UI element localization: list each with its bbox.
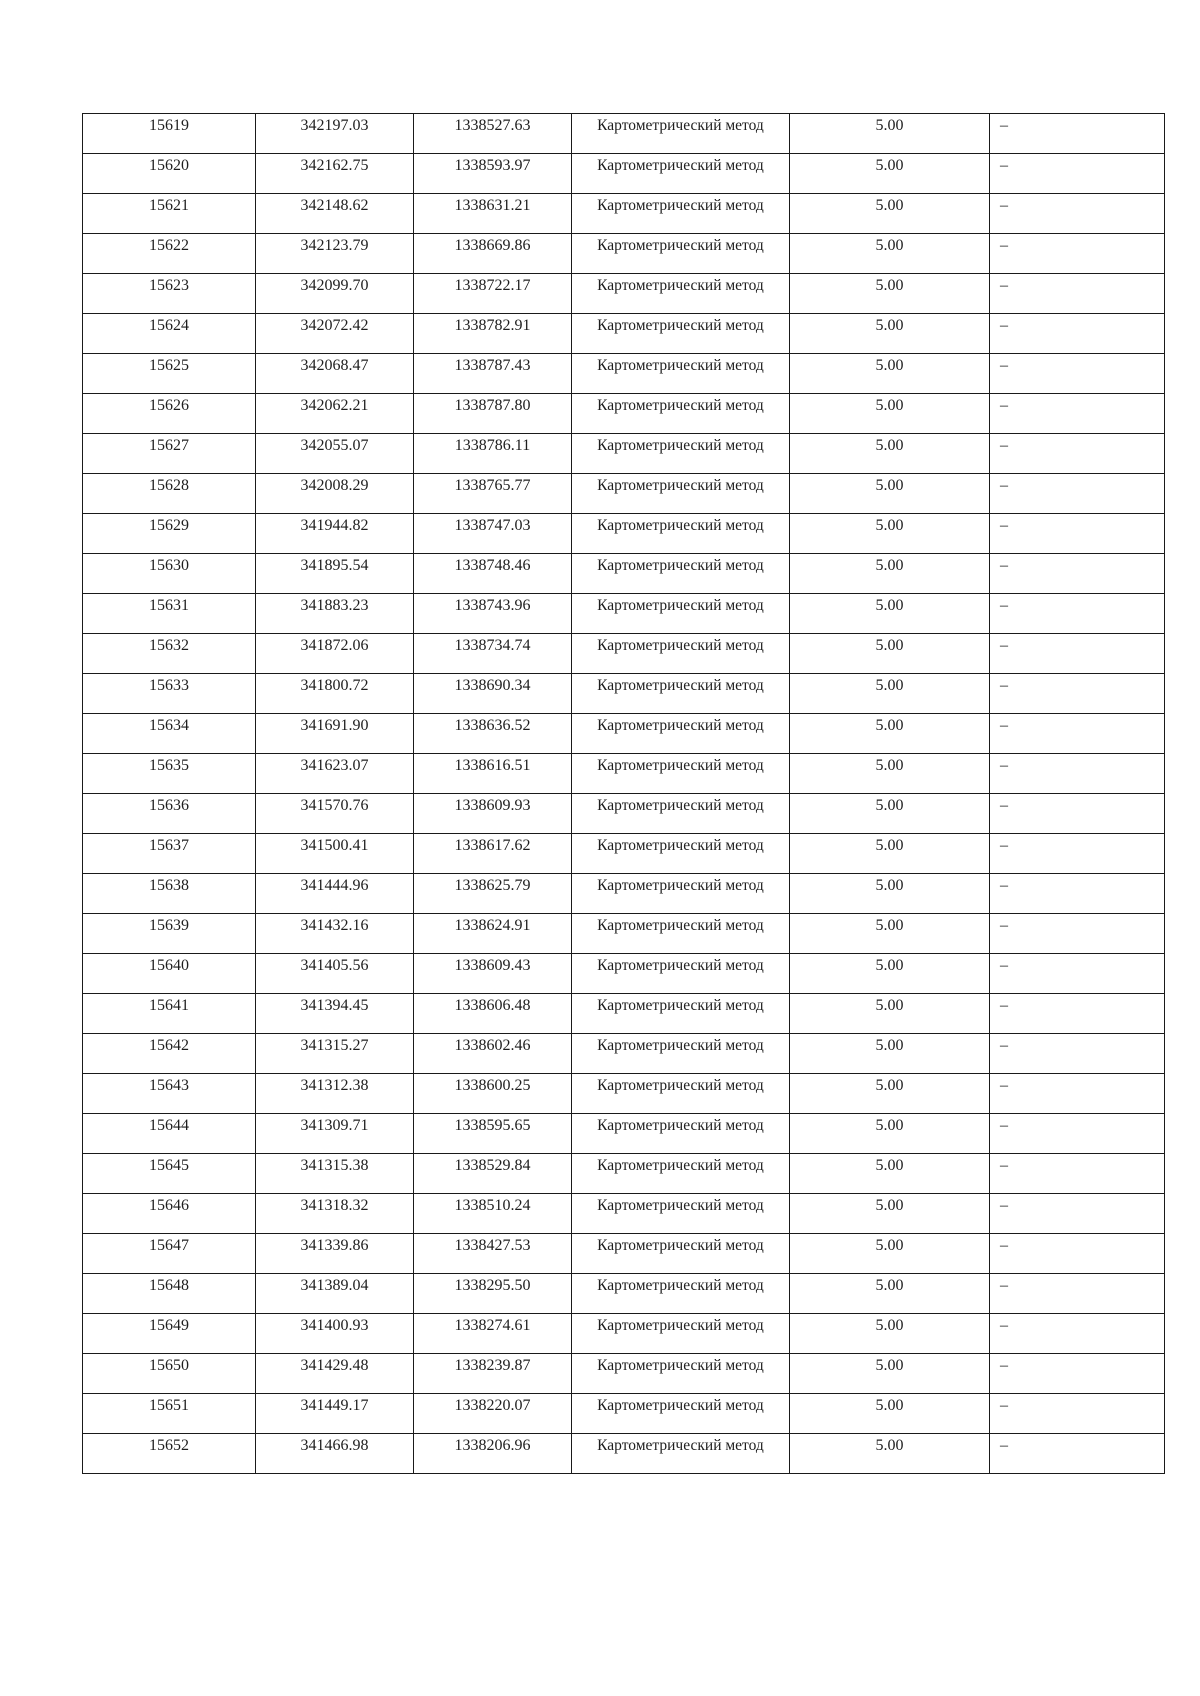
x-coordinate-cell: 341800.72 — [256, 674, 414, 714]
y-coordinate-cell: 1338527.63 — [414, 114, 572, 154]
accuracy-cell: 5.00 — [790, 154, 990, 194]
note-cell: – — [990, 674, 1165, 714]
accuracy-cell: 5.00 — [790, 914, 990, 954]
x-coordinate-cell: 342162.75 — [256, 154, 414, 194]
point-number-cell: 15650 — [83, 1354, 256, 1394]
table-row — [83, 234, 1165, 274]
x-coordinate-cell: 341466.98 — [256, 1434, 414, 1474]
method-cell: Картометрический метод — [572, 714, 790, 754]
note-cell: – — [990, 874, 1165, 914]
y-coordinate-cell: 1338748.46 — [414, 554, 572, 594]
table-row — [83, 914, 1165, 954]
y-coordinate-cell: 1338600.25 — [414, 1074, 572, 1114]
y-coordinate-cell: 1338295.50 — [414, 1274, 572, 1314]
y-coordinate-cell: 1338734.74 — [414, 634, 572, 674]
method-cell: Картометрический метод — [572, 1194, 790, 1234]
y-coordinate-cell: 1338782.91 — [414, 314, 572, 354]
method-cell: Картометрический метод — [572, 514, 790, 554]
method-cell: Картометрический метод — [572, 914, 790, 954]
note-cell: – — [990, 1114, 1165, 1154]
method-cell: Картометрический метод — [572, 954, 790, 994]
x-coordinate-cell: 341691.90 — [256, 714, 414, 754]
method-cell: Картометрический метод — [572, 994, 790, 1034]
y-coordinate-cell: 1338631.21 — [414, 194, 572, 234]
x-coordinate-cell: 341883.23 — [256, 594, 414, 634]
method-cell: Картометрический метод — [572, 1274, 790, 1314]
point-number-cell: 15633 — [83, 674, 256, 714]
note-cell: – — [990, 994, 1165, 1034]
x-coordinate-cell: 342148.62 — [256, 194, 414, 234]
y-coordinate-cell: 1338220.07 — [414, 1394, 572, 1434]
method-cell: Картометрический метод — [572, 794, 790, 834]
accuracy-cell: 5.00 — [790, 754, 990, 794]
point-number-cell: 15637 — [83, 834, 256, 874]
x-coordinate-cell: 341570.76 — [256, 794, 414, 834]
accuracy-cell: 5.00 — [790, 954, 990, 994]
point-number-cell: 15643 — [83, 1074, 256, 1114]
point-number-cell: 15620 — [83, 154, 256, 194]
point-number-cell: 15640 — [83, 954, 256, 994]
method-cell: Картометрический метод — [572, 1314, 790, 1354]
x-coordinate-cell: 341309.71 — [256, 1114, 414, 1154]
y-coordinate-cell: 1338609.93 — [414, 794, 572, 834]
note-cell: – — [990, 914, 1165, 954]
note-cell: – — [990, 434, 1165, 474]
x-coordinate-cell: 341872.06 — [256, 634, 414, 674]
x-coordinate-cell: 342055.07 — [256, 434, 414, 474]
y-coordinate-cell: 1338787.43 — [414, 354, 572, 394]
point-number-cell: 15632 — [83, 634, 256, 674]
note-cell: – — [990, 1034, 1165, 1074]
point-number-cell: 15629 — [83, 514, 256, 554]
accuracy-cell: 5.00 — [790, 874, 990, 914]
x-coordinate-cell: 341400.93 — [256, 1314, 414, 1354]
point-number-cell: 15619 — [83, 114, 256, 154]
accuracy-cell: 5.00 — [790, 1114, 990, 1154]
method-cell: Картометрический метод — [572, 474, 790, 514]
note-cell: – — [990, 954, 1165, 994]
y-coordinate-cell: 1338787.80 — [414, 394, 572, 434]
table-row — [83, 754, 1165, 794]
y-coordinate-cell: 1338669.86 — [414, 234, 572, 274]
method-cell: Картометрический метод — [572, 754, 790, 794]
x-coordinate-cell: 342197.03 — [256, 114, 414, 154]
x-coordinate-cell: 341339.86 — [256, 1234, 414, 1274]
method-cell: Картометрический метод — [572, 834, 790, 874]
note-cell: – — [990, 1274, 1165, 1314]
y-coordinate-cell: 1338616.51 — [414, 754, 572, 794]
y-coordinate-cell: 1338606.48 — [414, 994, 572, 1034]
x-coordinate-cell: 341895.54 — [256, 554, 414, 594]
y-coordinate-cell: 1338765.77 — [414, 474, 572, 514]
table-row — [83, 474, 1165, 514]
x-coordinate-cell: 341315.27 — [256, 1034, 414, 1074]
table-row — [83, 1274, 1165, 1314]
method-cell: Картометрический метод — [572, 674, 790, 714]
method-cell: Картометрический метод — [572, 594, 790, 634]
point-number-cell: 15621 — [83, 194, 256, 234]
y-coordinate-cell: 1338747.03 — [414, 514, 572, 554]
point-number-cell: 15651 — [83, 1394, 256, 1434]
y-coordinate-cell: 1338624.91 — [414, 914, 572, 954]
accuracy-cell: 5.00 — [790, 114, 990, 154]
x-coordinate-cell: 341318.32 — [256, 1194, 414, 1234]
coordinates-table — [82, 113, 1165, 1474]
x-coordinate-cell: 341432.16 — [256, 914, 414, 954]
accuracy-cell: 5.00 — [790, 234, 990, 274]
y-coordinate-cell: 1338593.97 — [414, 154, 572, 194]
point-number-cell: 15647 — [83, 1234, 256, 1274]
table-row — [83, 634, 1165, 674]
x-coordinate-cell: 341312.38 — [256, 1074, 414, 1114]
accuracy-cell: 5.00 — [790, 274, 990, 314]
table-row — [83, 1394, 1165, 1434]
x-coordinate-cell: 342099.70 — [256, 274, 414, 314]
table-row — [83, 514, 1165, 554]
accuracy-cell: 5.00 — [790, 1074, 990, 1114]
table-row — [83, 354, 1165, 394]
accuracy-cell: 5.00 — [790, 1234, 990, 1274]
table-row — [83, 714, 1165, 754]
method-cell: Картометрический метод — [572, 114, 790, 154]
point-number-cell: 15639 — [83, 914, 256, 954]
note-cell: – — [990, 1354, 1165, 1394]
method-cell: Картометрический метод — [572, 1394, 790, 1434]
point-number-cell: 15652 — [83, 1434, 256, 1474]
point-number-cell: 15626 — [83, 394, 256, 434]
table-row — [83, 1434, 1165, 1474]
table-row — [83, 1194, 1165, 1234]
note-cell: – — [990, 314, 1165, 354]
x-coordinate-cell: 341389.04 — [256, 1274, 414, 1314]
note-cell: – — [990, 154, 1165, 194]
point-number-cell: 15649 — [83, 1314, 256, 1354]
y-coordinate-cell: 1338690.34 — [414, 674, 572, 714]
accuracy-cell: 5.00 — [790, 554, 990, 594]
y-coordinate-cell: 1338595.65 — [414, 1114, 572, 1154]
table-row — [83, 1074, 1165, 1114]
note-cell: – — [990, 1394, 1165, 1434]
point-number-cell: 15625 — [83, 354, 256, 394]
y-coordinate-cell: 1338206.96 — [414, 1434, 572, 1474]
note-cell: – — [990, 1434, 1165, 1474]
note-cell: – — [990, 514, 1165, 554]
x-coordinate-cell: 341429.48 — [256, 1354, 414, 1394]
y-coordinate-cell: 1338722.17 — [414, 274, 572, 314]
table-row — [83, 834, 1165, 874]
method-cell: Картометрический метод — [572, 874, 790, 914]
accuracy-cell: 5.00 — [790, 1434, 990, 1474]
point-number-cell: 15630 — [83, 554, 256, 594]
note-cell: – — [990, 554, 1165, 594]
accuracy-cell: 5.00 — [790, 674, 990, 714]
method-cell: Картометрический метод — [572, 634, 790, 674]
point-number-cell: 15635 — [83, 754, 256, 794]
point-number-cell: 15623 — [83, 274, 256, 314]
table-row — [83, 954, 1165, 994]
note-cell: – — [990, 474, 1165, 514]
table-row — [83, 1234, 1165, 1274]
table-row — [83, 794, 1165, 834]
accuracy-cell: 5.00 — [790, 314, 990, 354]
method-cell: Картометрический метод — [572, 394, 790, 434]
table-row — [83, 874, 1165, 914]
accuracy-cell: 5.00 — [790, 1034, 990, 1074]
method-cell: Картометрический метод — [572, 1154, 790, 1194]
note-cell: – — [990, 1074, 1165, 1114]
note-cell: – — [990, 714, 1165, 754]
method-cell: Картометрический метод — [572, 434, 790, 474]
method-cell: Картометрический метод — [572, 1114, 790, 1154]
x-coordinate-cell: 341315.38 — [256, 1154, 414, 1194]
accuracy-cell: 5.00 — [790, 714, 990, 754]
y-coordinate-cell: 1338274.61 — [414, 1314, 572, 1354]
point-number-cell: 15636 — [83, 794, 256, 834]
x-coordinate-cell: 341944.82 — [256, 514, 414, 554]
table-row — [83, 1034, 1165, 1074]
x-coordinate-cell: 341444.96 — [256, 874, 414, 914]
table-row — [83, 1314, 1165, 1354]
table-row — [83, 154, 1165, 194]
note-cell: – — [990, 634, 1165, 674]
table-row — [83, 1154, 1165, 1194]
note-cell: – — [990, 1154, 1165, 1194]
method-cell: Картометрический метод — [572, 354, 790, 394]
point-number-cell: 15642 — [83, 1034, 256, 1074]
note-cell: – — [990, 114, 1165, 154]
y-coordinate-cell: 1338625.79 — [414, 874, 572, 914]
y-coordinate-cell: 1338510.24 — [414, 1194, 572, 1234]
accuracy-cell: 5.00 — [790, 474, 990, 514]
accuracy-cell: 5.00 — [790, 634, 990, 674]
method-cell: Картометрический метод — [572, 554, 790, 594]
point-number-cell: 15644 — [83, 1114, 256, 1154]
note-cell: – — [990, 1194, 1165, 1234]
table-row — [83, 674, 1165, 714]
note-cell: – — [990, 394, 1165, 434]
accuracy-cell: 5.00 — [790, 194, 990, 234]
accuracy-cell: 5.00 — [790, 1314, 990, 1354]
point-number-cell: 15627 — [83, 434, 256, 474]
x-coordinate-cell: 341449.17 — [256, 1394, 414, 1434]
table-body — [83, 114, 1165, 1474]
x-coordinate-cell: 342062.21 — [256, 394, 414, 434]
note-cell: – — [990, 834, 1165, 874]
table-row — [83, 314, 1165, 354]
table-row — [83, 594, 1165, 634]
table-row — [83, 994, 1165, 1034]
table-row — [83, 114, 1165, 154]
accuracy-cell: 5.00 — [790, 1154, 990, 1194]
y-coordinate-cell: 1338529.84 — [414, 1154, 572, 1194]
table-row — [83, 274, 1165, 314]
accuracy-cell: 5.00 — [790, 594, 990, 634]
table-row — [83, 194, 1165, 234]
note-cell: – — [990, 194, 1165, 234]
table-row — [83, 394, 1165, 434]
x-coordinate-cell: 342068.47 — [256, 354, 414, 394]
accuracy-cell: 5.00 — [790, 394, 990, 434]
accuracy-cell: 5.00 — [790, 354, 990, 394]
method-cell: Картометрический метод — [572, 314, 790, 354]
x-coordinate-cell: 341405.56 — [256, 954, 414, 994]
point-number-cell: 15645 — [83, 1154, 256, 1194]
y-coordinate-cell: 1338636.52 — [414, 714, 572, 754]
note-cell: – — [990, 754, 1165, 794]
point-number-cell: 15631 — [83, 594, 256, 634]
method-cell: Картометрический метод — [572, 1234, 790, 1274]
method-cell: Картометрический метод — [572, 1354, 790, 1394]
x-coordinate-cell: 341623.07 — [256, 754, 414, 794]
accuracy-cell: 5.00 — [790, 834, 990, 874]
y-coordinate-cell: 1338602.46 — [414, 1034, 572, 1074]
method-cell: Картометрический метод — [572, 1074, 790, 1114]
method-cell: Картометрический метод — [572, 234, 790, 274]
method-cell: Картометрический метод — [572, 194, 790, 234]
y-coordinate-cell: 1338609.43 — [414, 954, 572, 994]
accuracy-cell: 5.00 — [790, 1274, 990, 1314]
note-cell: – — [990, 794, 1165, 834]
point-number-cell: 15634 — [83, 714, 256, 754]
x-coordinate-cell: 341394.45 — [256, 994, 414, 1034]
x-coordinate-cell: 342072.42 — [256, 314, 414, 354]
point-number-cell: 15622 — [83, 234, 256, 274]
accuracy-cell: 5.00 — [790, 994, 990, 1034]
y-coordinate-cell: 1338239.87 — [414, 1354, 572, 1394]
note-cell: – — [990, 274, 1165, 314]
x-coordinate-cell: 342008.29 — [256, 474, 414, 514]
accuracy-cell: 5.00 — [790, 794, 990, 834]
point-number-cell: 15641 — [83, 994, 256, 1034]
note-cell: – — [990, 1314, 1165, 1354]
point-number-cell: 15638 — [83, 874, 256, 914]
point-number-cell: 15646 — [83, 1194, 256, 1234]
point-number-cell: 15648 — [83, 1274, 256, 1314]
y-coordinate-cell: 1338427.53 — [414, 1234, 572, 1274]
x-coordinate-cell: 341500.41 — [256, 834, 414, 874]
y-coordinate-cell: 1338743.96 — [414, 594, 572, 634]
y-coordinate-cell: 1338786.11 — [414, 434, 572, 474]
table-row — [83, 1354, 1165, 1394]
table-row — [83, 554, 1165, 594]
table-row — [83, 1114, 1165, 1154]
x-coordinate-cell: 342123.79 — [256, 234, 414, 274]
method-cell: Картометрический метод — [572, 154, 790, 194]
accuracy-cell: 5.00 — [790, 1354, 990, 1394]
y-coordinate-cell: 1338617.62 — [414, 834, 572, 874]
method-cell: Картометрический метод — [572, 1434, 790, 1474]
accuracy-cell: 5.00 — [790, 1394, 990, 1434]
accuracy-cell: 5.00 — [790, 434, 990, 474]
note-cell: – — [990, 1234, 1165, 1274]
table-row — [83, 434, 1165, 474]
note-cell: – — [990, 234, 1165, 274]
method-cell: Картометрический метод — [572, 1034, 790, 1074]
note-cell: – — [990, 594, 1165, 634]
accuracy-cell: 5.00 — [790, 514, 990, 554]
note-cell: – — [990, 354, 1165, 394]
point-number-cell: 15628 — [83, 474, 256, 514]
method-cell: Картометрический метод — [572, 274, 790, 314]
point-number-cell: 15624 — [83, 314, 256, 354]
accuracy-cell: 5.00 — [790, 1194, 990, 1234]
